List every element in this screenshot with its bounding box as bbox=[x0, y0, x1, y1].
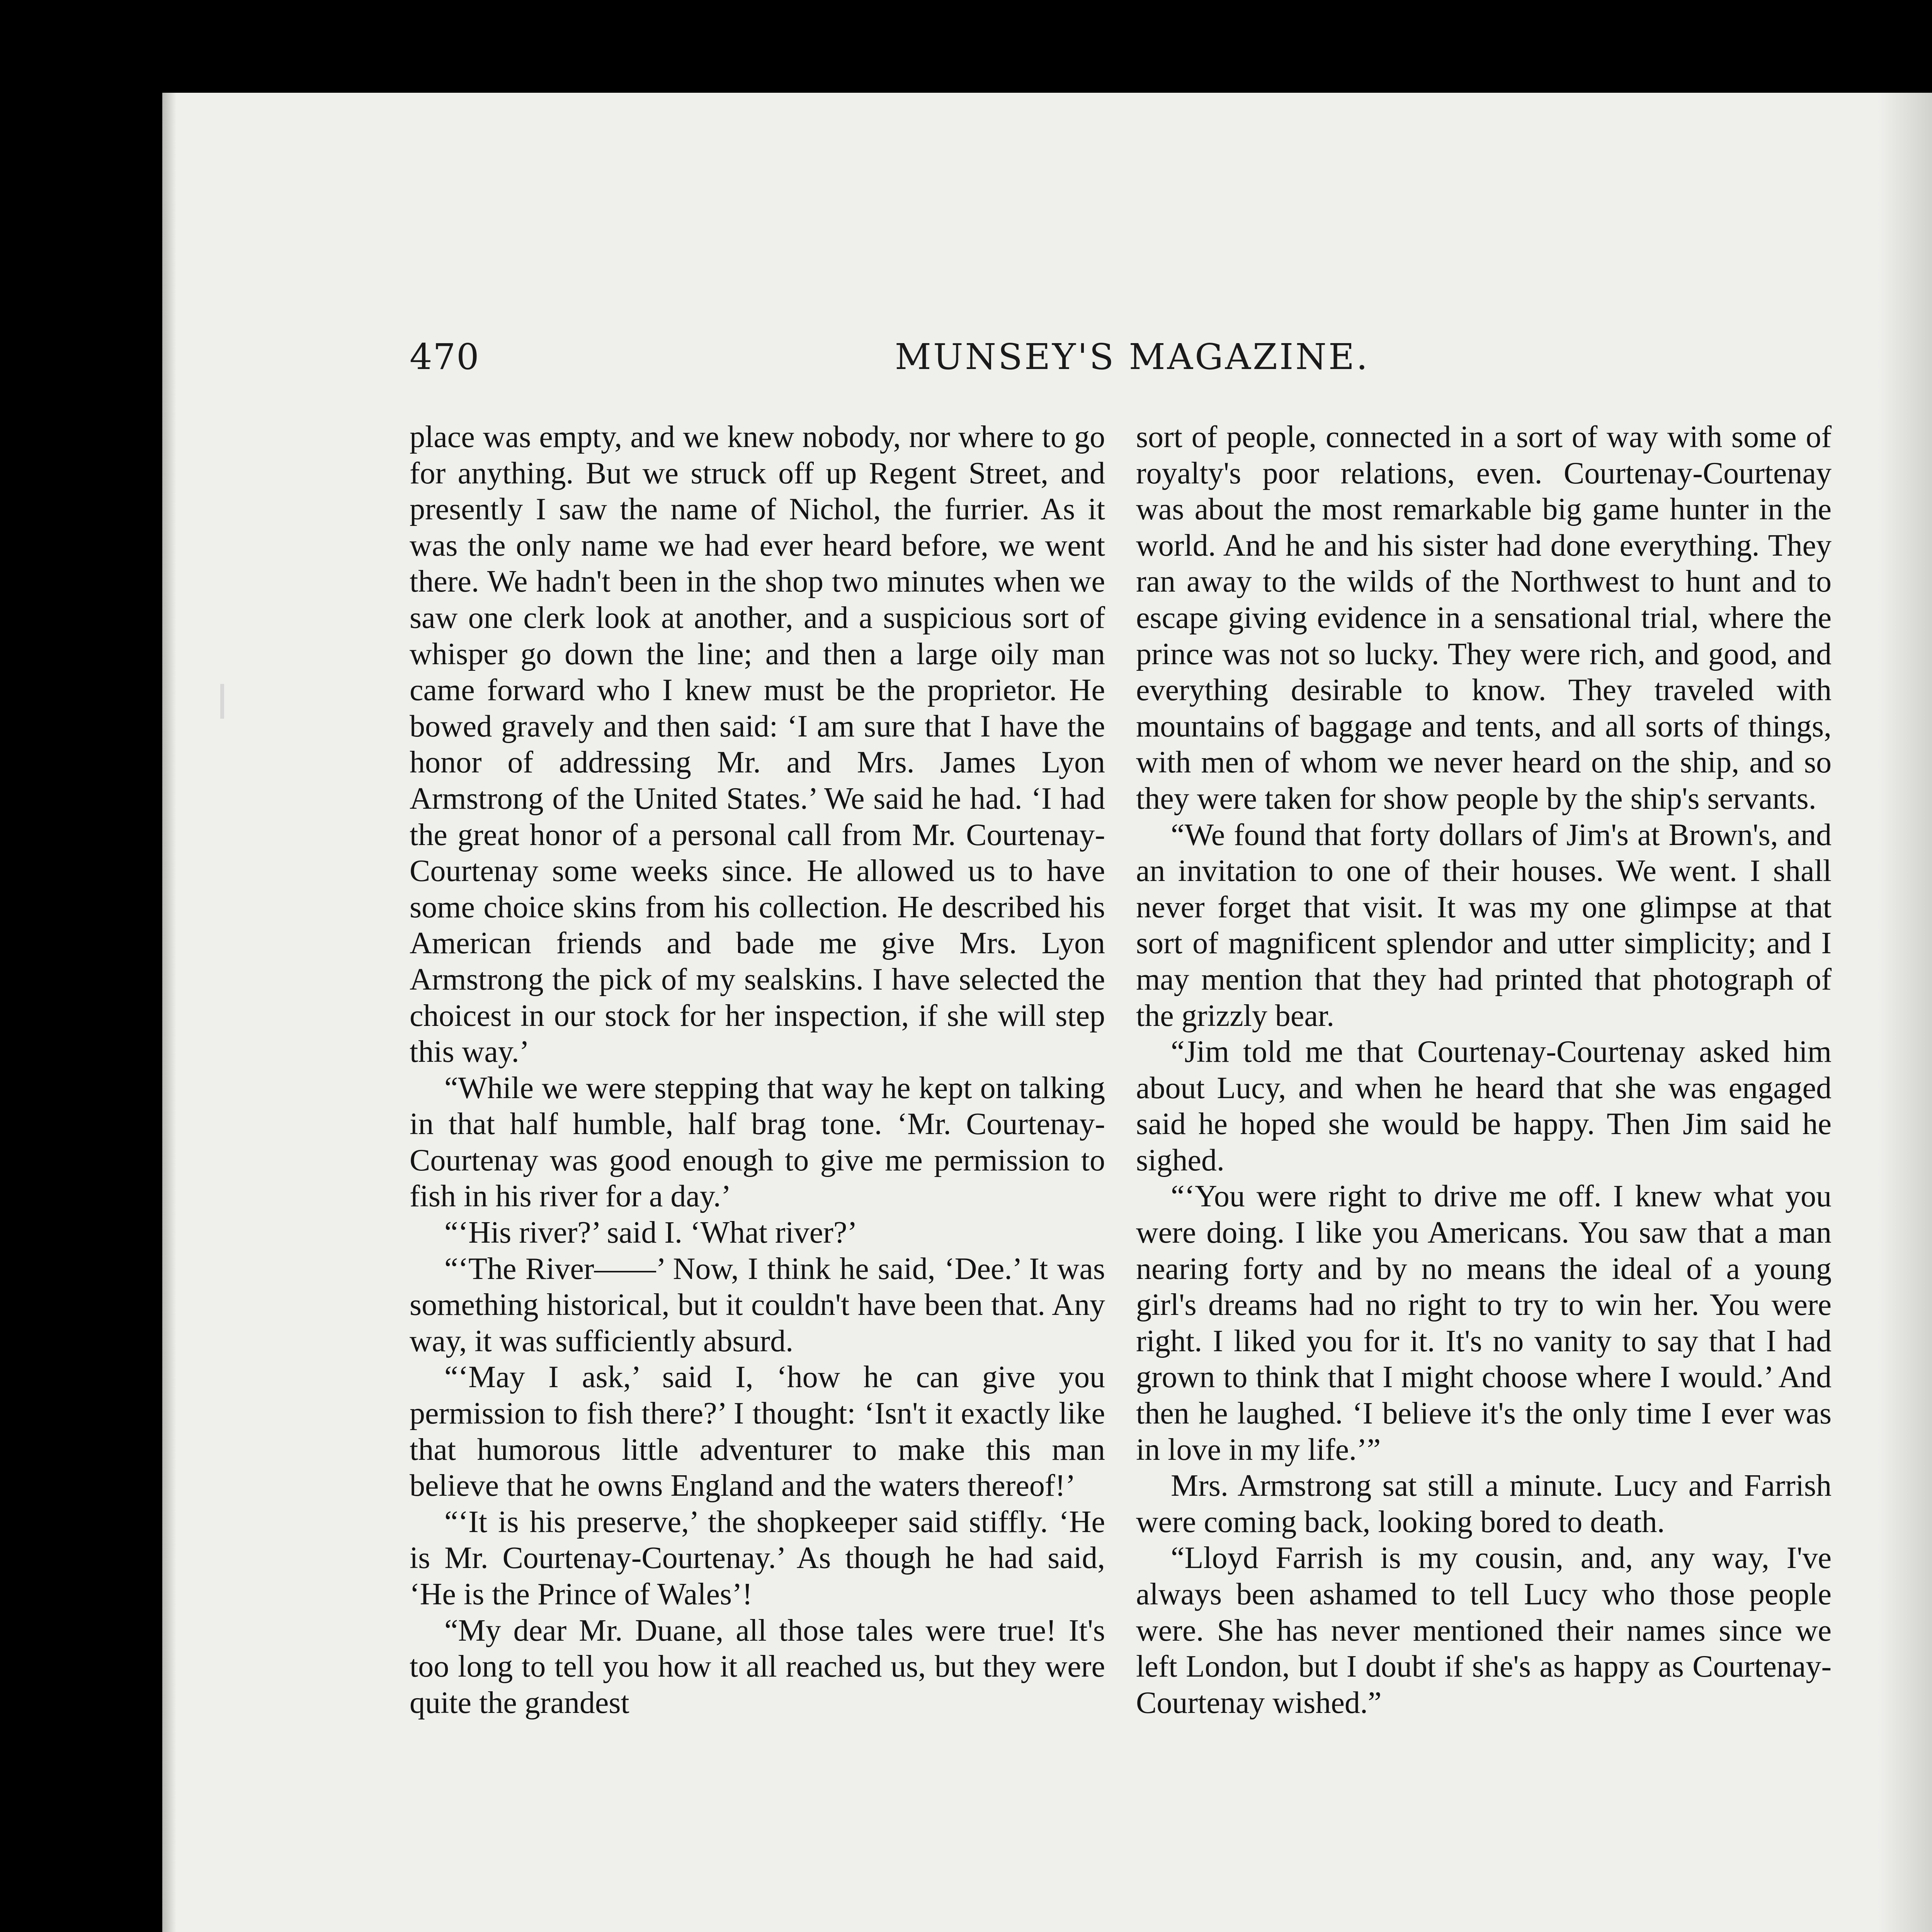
magazine-page bbox=[162, 93, 1932, 1932]
story-paragraph: sort of people, connected in a sort of way with some of royalty's poor relations, even. Courtenay-Courtenay was about the most remarkable big game hunter in the world. And he and his sister had done everything. They ran away to the wilds of the Northwest to hunt and to escape giving evidence in a sensational trial, where the prince was not so lucky. They were rich, and good, and everything desirable to know. They traveled with mountains of baggage and tents, and all sorts of things, with men of whom we never heard on the ship, and so they were taken for show people by the ship's servants. bbox=[1136, 420, 1832, 816]
story-paragraph: Mrs. Armstrong sat still a minute. Lucy and Farrish were coming back, looking bored to death. bbox=[1136, 1469, 1832, 1539]
story-paragraph: “Lloyd Farrish is my cousin, and, any way, I've always been ashamed to tell Lucy who those people were. She has never mentioned their names since we left London, but I doubt if she's as happy as Courtenay-Courtenay wished.” bbox=[1136, 1541, 1832, 1720]
story-paragraph: “‘His river?’ said I. ‘What river?’ bbox=[444, 1216, 858, 1250]
story-paragraph: “‘May I ask,’ said I, ‘how he can give you permission to fish there?’ I thought: ‘Isn't it exactly like that humorous little adventurer to make this man believe that he owns England and the waters thereof!’ bbox=[410, 1360, 1105, 1503]
page-number: 470 bbox=[410, 336, 480, 378]
story-column-right bbox=[1136, 419, 1832, 1721]
story-paragraph: “We found that forty dollars of Jim's at Brown's, and an invitation to one of their houses. We went. I shall never forget that visit. It was my one glimpse at that sort of magnificent splendor and utter simplicity; and I may mention that they had printed that photograph of the grizzly bear. bbox=[1136, 818, 1832, 1033]
page-header bbox=[410, 336, 1855, 379]
story-paragraph: “‘The River——’ Now, I think he said, ‘Dee.’ It was something historical, but it couldn't have been that. Any way, it was sufficiently absurd. bbox=[410, 1252, 1105, 1358]
story-column-left bbox=[410, 419, 1105, 1721]
story-paragraph: place was empty, and we knew nobody, nor where to go for anything. But we struck off up Regent Street, and presently I saw the name of Nichol, the furrier. As it was the only name we had ever heard before, we went there. We hadn't been in the shop two minutes when we saw one clerk look at another, and a suspicious sort of whisper go down the line; and then a large oily man came forward who I knew must be the proprietor. He bowed gravely and then said: ‘I am sure that I have the honor of addressing Mr. and Mrs. James Lyon Armstrong of the United States.’ We said he had. ‘I had the great honor of a personal call from Mr. Courtenay-Courtenay some weeks since. He allowed us to have some choice skins from his collection. He described his American friends and bade me give Mrs. Lyon Armstrong the pick of my sealskins. I have selected the choicest in our stock for her inspection, if she will step this way.’ bbox=[410, 420, 1105, 1069]
story-paragraph: “Jim told me that Courtenay-Courtenay asked him about Lucy, and when he heard that she was engaged said he hoped she would be happy. Then Jim said he sighed. bbox=[1136, 1035, 1832, 1177]
story-paragraph: “‘It is his preserve,’ the shopkeeper said stiffly. ‘He is Mr. Courtenay-Courtenay.’ As though he had said, ‘He is the Prince of Wales’! bbox=[410, 1505, 1105, 1611]
story-paragraph: “My dear Mr. Duane, all those tales were true! It's too long to tell you how it all reached us, but they were quite the grandest bbox=[410, 1613, 1105, 1720]
running-title: MUNSEY'S MAGAZINE. bbox=[895, 336, 1370, 378]
story-paragraph: “While we were stepping that way he kept on talking in that half humble, half brag tone. ‘Mr. Courtenay-Courtenay was good enough to give me permission to fish in his river for a day.’ bbox=[410, 1071, 1105, 1214]
binding-mark bbox=[220, 684, 224, 719]
story-paragraph: “‘You were right to drive me off. I knew what you were doing. I like you Americans. You saw that a man nearing forty and by no means the ideal of a young girl's dreams had no right to try to win her. You were right. I liked you for it. It's no vanity to say that I had grown to think that I might choose where I would.’ And then he laughed. ‘I believe it's the only time I ever was in love in my life.’” bbox=[1136, 1179, 1832, 1467]
